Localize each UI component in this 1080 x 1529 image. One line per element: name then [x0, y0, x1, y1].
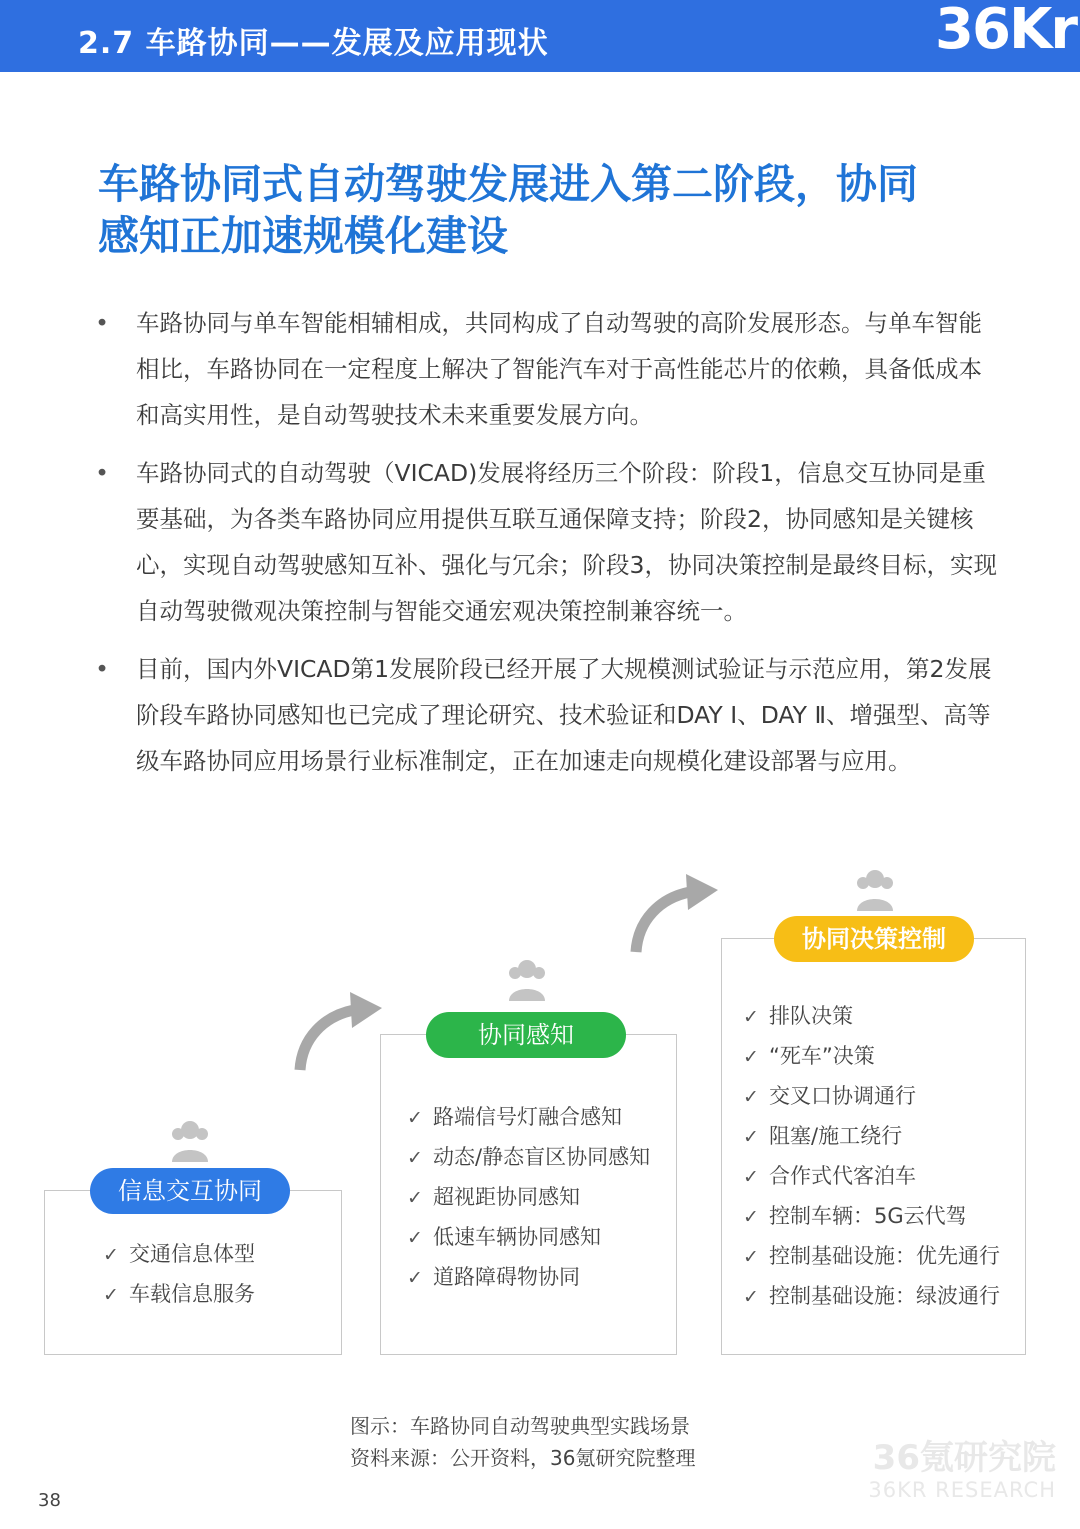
check-icon: ✓: [743, 1206, 759, 1228]
watermark-line-2: 36KR RESEARCH: [868, 1478, 1056, 1502]
bullet-list: [92, 300, 1002, 796]
check-icon: ✓: [407, 1227, 423, 1249]
stage-3-card: [721, 938, 1026, 1355]
check-icon: ✓: [407, 1267, 423, 1289]
person-icon: [853, 867, 897, 913]
list-item: ✓ 交通信息体型: [103, 1235, 341, 1275]
check-icon: ✓: [743, 1046, 759, 1068]
check-icon: ✓: [407, 1147, 423, 1169]
check-icon: ✓: [743, 1126, 759, 1148]
list-item: ✓ 合作式代客泊车: [743, 1157, 1025, 1197]
list-item: ✓ 超视距协同感知: [407, 1178, 676, 1218]
arrow-icon: [624, 870, 724, 956]
caption-figure: 图示：车路协同自动驾驶典型实践场景: [350, 1414, 690, 1438]
check-icon: ✓: [407, 1107, 423, 1129]
page-number: 38: [38, 1490, 61, 1511]
list-item: ✓ 车载信息服务: [103, 1275, 341, 1315]
figure-caption: [350, 1410, 695, 1474]
check-icon: ✓: [743, 1166, 759, 1188]
check-icon: ✓: [103, 1244, 119, 1266]
bullet-marker: •: [95, 459, 109, 487]
stage-3-label: 协同决策控制: [774, 916, 974, 962]
list-item: ✓ 路端信号灯融合感知: [407, 1098, 676, 1138]
header-bar: [0, 0, 1080, 72]
list-item: ✓ 动态/静态盲区协同感知: [407, 1138, 676, 1178]
bullet-text: 目前，国内外VICAD第1发展阶段已经开展了大规模测试验证与示范应用，第2发展阶段车路协同感知也已完成了理论研究、技术验证和DAY Ⅰ、DAY Ⅱ、增强型、高等级车路协同应用场景行业标准制定，正在加速走向规模化建设部署与应用。: [136, 655, 992, 775]
stage-1-card: [44, 1190, 342, 1355]
bullet-item: [92, 450, 1002, 634]
watermark-line-1: 36氪研究院: [872, 1438, 1056, 1478]
list-item: ✓ 低速车辆协同感知: [407, 1218, 676, 1258]
page-title-line-1: 车路协同式自动驾驶发展进入第二阶段，协同: [98, 160, 918, 208]
list-item: ✓ 排队决策: [743, 997, 1025, 1037]
arrow-icon: [288, 988, 388, 1074]
list-item: ✓ 控制车辆：5G云代驾: [743, 1197, 1025, 1237]
page-title-line-2: 感知正加速规模化建设: [98, 212, 508, 260]
list-item: ✓ 道路障碍物协同: [407, 1258, 676, 1298]
section-title: 2.7 车路协同——发展及应用现状: [78, 26, 549, 61]
check-icon: ✓: [407, 1187, 423, 1209]
list-item: ✓ “死车”决策: [743, 1037, 1025, 1077]
watermark: [868, 1438, 1056, 1502]
bullet-marker: •: [95, 309, 109, 337]
list-item: ✓ 阻塞/施工绕行: [743, 1117, 1025, 1157]
bullet-marker: •: [95, 655, 109, 683]
bullet-text: 车路协同与单车智能相辅相成，共同构成了自动驾驶的高阶发展形态。与单车智能相比，车路协同在一定程度上解决了智能汽车对于高性能芯片的依赖，具备低成本和高实用性，是自动驾驶技术未来重要发展方向。: [136, 309, 982, 429]
stage-2-card: [380, 1034, 677, 1355]
check-icon: ✓: [743, 1086, 759, 1108]
list-item: ✓ 交叉口协调通行: [743, 1077, 1025, 1117]
bullet-text: 车路协同式的自动驾驶（VICAD)发展将经历三个阶段：阶段1，信息交互协同是重要基础，为各类车路协同应用提供互联互通保障支持；阶段2，协同感知是关键核心，实现自动驾驶感知互补、强化与冗余；阶段3，协同决策控制是最终目标，实现自动驾驶微观决策控制与智能交通宏观决策控制兼容统一。: [136, 459, 997, 625]
person-icon: [168, 1118, 212, 1164]
page-title: [98, 158, 998, 262]
stage-1-label: 信息交互协同: [90, 1168, 290, 1214]
caption-source: 资料来源：公开资料，36氪研究院整理: [350, 1446, 696, 1470]
list-item: ✓ 控制基础设施：绿波通行: [743, 1277, 1025, 1317]
bullet-item: [92, 300, 1002, 438]
bullet-item: [92, 646, 1002, 784]
check-icon: ✓: [743, 1286, 759, 1308]
stage-2-label: 协同感知: [426, 1012, 626, 1058]
check-icon: ✓: [743, 1246, 759, 1268]
check-icon: ✓: [103, 1284, 119, 1306]
list-item: ✓ 控制基础设施：优先通行: [743, 1237, 1025, 1277]
check-icon: ✓: [743, 1006, 759, 1028]
brand-logo: 36Kr: [935, 0, 1076, 62]
person-icon: [505, 957, 549, 1003]
